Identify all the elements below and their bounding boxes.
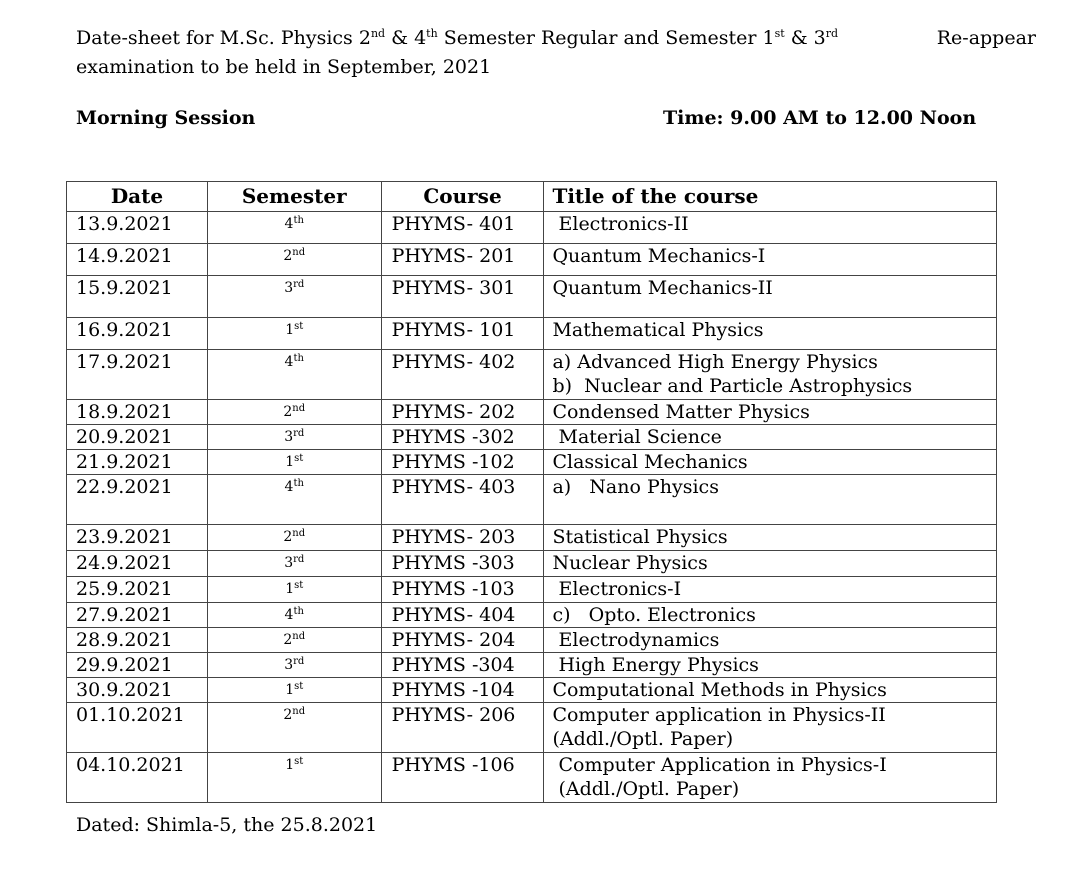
title-line-1: Material Science	[552, 426, 722, 448]
cell-title	[544, 400, 997, 425]
cell-semester: 3rd	[207, 551, 381, 577]
table-row	[67, 318, 997, 350]
cell-course: PHYMS- 201	[381, 244, 544, 276]
cell-course: PHYMS -302	[381, 425, 544, 450]
cell-title	[544, 475, 997, 525]
cell-date: 04.10.2021	[67, 753, 208, 803]
cell-title	[544, 425, 997, 450]
cell-title	[544, 678, 997, 703]
title-line-1: Mathematical Physics	[552, 319, 764, 341]
cell-semester: 4th	[207, 475, 381, 525]
table-row	[67, 703, 997, 753]
heading-line-1	[76, 24, 1036, 53]
cell-semester: 1st	[207, 577, 381, 603]
cell-title	[544, 350, 997, 400]
cell-course: PHYMS- 401	[381, 212, 544, 244]
title-line-1: Nuclear Physics	[552, 552, 708, 574]
title-line-1: c) Opto. Electronics	[552, 604, 756, 626]
cell-course: PHYMS- 202	[381, 400, 544, 425]
title-line-1: Computer application in Physics-II	[552, 704, 886, 726]
title-line-2: (Addl./Optl. Paper)	[552, 778, 740, 800]
table-row	[67, 400, 997, 425]
cell-semester: 4th	[207, 212, 381, 244]
cell-course: PHYMS -304	[381, 653, 544, 678]
header-title: Title of the course	[544, 182, 997, 212]
cell-semester: 3rd	[207, 653, 381, 678]
cell-title	[544, 577, 997, 603]
cell-course: PHYMS- 301	[381, 276, 544, 318]
cell-title	[544, 603, 997, 628]
cell-semester: 2nd	[207, 703, 381, 753]
title-line-1: Electrodynamics	[552, 629, 720, 651]
cell-date: 18.9.2021	[67, 400, 208, 425]
cell-date: 14.9.2021	[67, 244, 208, 276]
cell-course: PHYMS- 203	[381, 525, 544, 551]
cell-course: PHYMS- 101	[381, 318, 544, 350]
cell-semester: 2nd	[207, 400, 381, 425]
cell-semester: 2nd	[207, 525, 381, 551]
cell-semester: 1st	[207, 450, 381, 475]
cell-course: PHYMS- 206	[381, 703, 544, 753]
cell-date: 25.9.2021	[67, 577, 208, 603]
cell-date: 13.9.2021	[67, 212, 208, 244]
cell-course: PHYMS- 403	[381, 475, 544, 525]
cell-course: PHYMS -303	[381, 551, 544, 577]
cell-date: 21.9.2021	[67, 450, 208, 475]
cell-date: 22.9.2021	[67, 475, 208, 525]
title-line-1: Computer Application in Physics-I	[552, 754, 887, 776]
cell-title	[544, 276, 997, 318]
cell-title	[544, 318, 997, 350]
title-line-1: Electronics-II	[552, 213, 689, 235]
cell-title	[544, 628, 997, 653]
table-row	[67, 276, 997, 318]
cell-title	[544, 703, 997, 753]
cell-date: 28.9.2021	[67, 628, 208, 653]
session-name: Morning Session	[76, 107, 256, 129]
title-line-1: a) Nano Physics	[552, 476, 719, 498]
cell-semester: 2nd	[207, 628, 381, 653]
cell-date: 30.9.2021	[67, 678, 208, 703]
cell-course: PHYMS -102	[381, 450, 544, 475]
table-row	[67, 425, 997, 450]
table-row	[67, 525, 997, 551]
table-row	[67, 551, 997, 577]
cell-title	[544, 450, 997, 475]
cell-course: PHYMS -104	[381, 678, 544, 703]
cell-date: 16.9.2021	[67, 318, 208, 350]
table-row	[67, 628, 997, 653]
cell-course: PHYMS -103	[381, 577, 544, 603]
title-line-1: Condensed Matter Physics	[552, 401, 810, 423]
table-row	[67, 753, 997, 803]
cell-course: PHYMS- 204	[381, 628, 544, 653]
session-time: Time: 9.00 AM to 12.00 Noon	[663, 107, 977, 129]
cell-title	[544, 212, 997, 244]
title-line-1: Quantum Mechanics-I	[552, 245, 766, 267]
title-line-1: Electronics-I	[552, 578, 682, 600]
cell-semester: 2nd	[207, 244, 381, 276]
title-line-1: High Energy Physics	[552, 654, 759, 676]
document-heading	[76, 24, 1036, 82]
title-line-1: Quantum Mechanics-II	[552, 277, 773, 299]
heading-line-2: examination to be held in September, 2021	[76, 56, 492, 78]
cell-course: PHYMS -106	[381, 753, 544, 803]
cell-semester: 3rd	[207, 425, 381, 450]
header-date: Date	[67, 182, 208, 212]
heading-reappear: Re-appear	[936, 27, 1036, 49]
cell-date: 17.9.2021	[67, 350, 208, 400]
cell-date: 29.9.2021	[67, 653, 208, 678]
cell-date: 15.9.2021	[67, 276, 208, 318]
cell-date: 01.10.2021	[67, 703, 208, 753]
cell-title	[544, 525, 997, 551]
cell-date: 20.9.2021	[67, 425, 208, 450]
cell-title	[544, 653, 997, 678]
table-row	[67, 450, 997, 475]
header-course: Course	[381, 182, 544, 212]
heading-text: Date-sheet for M.Sc. Physics 2nd & 4th Semester Regular and Semester 1st & 3rd	[76, 27, 839, 49]
table-header-row	[67, 182, 997, 212]
table-row	[67, 603, 997, 628]
cell-semester: 3rd	[207, 276, 381, 318]
cell-semester: 1st	[207, 678, 381, 703]
cell-title	[544, 753, 997, 803]
table-row	[67, 577, 997, 603]
cell-title	[544, 551, 997, 577]
table-row	[67, 244, 997, 276]
dated-footer: Dated: Shimla-5, the 25.8.2021	[76, 814, 378, 836]
title-line-1: Computational Methods in Physics	[552, 679, 887, 701]
title-line-1: a) Advanced High Energy Physics	[552, 351, 878, 373]
date-sheet-table	[66, 181, 997, 803]
table-row	[67, 475, 997, 525]
title-line-1: Statistical Physics	[552, 526, 728, 548]
cell-date: 24.9.2021	[67, 551, 208, 577]
header-semester: Semester	[207, 182, 381, 212]
table-row	[67, 653, 997, 678]
cell-semester: 1st	[207, 318, 381, 350]
title-line-2: b) Nuclear and Particle Astrophysics	[552, 375, 913, 397]
cell-course: PHYMS- 404	[381, 603, 544, 628]
cell-date: 27.9.2021	[67, 603, 208, 628]
table-row	[67, 350, 997, 400]
cell-semester: 4th	[207, 350, 381, 400]
table-row	[67, 678, 997, 703]
cell-title	[544, 244, 997, 276]
cell-course: PHYMS- 402	[381, 350, 544, 400]
cell-semester: 4th	[207, 603, 381, 628]
table-row	[67, 212, 997, 244]
cell-semester: 1st	[207, 753, 381, 803]
title-line-2: (Addl./Optl. Paper)	[552, 728, 734, 750]
title-line-1: Classical Mechanics	[552, 451, 748, 473]
cell-date: 23.9.2021	[67, 525, 208, 551]
